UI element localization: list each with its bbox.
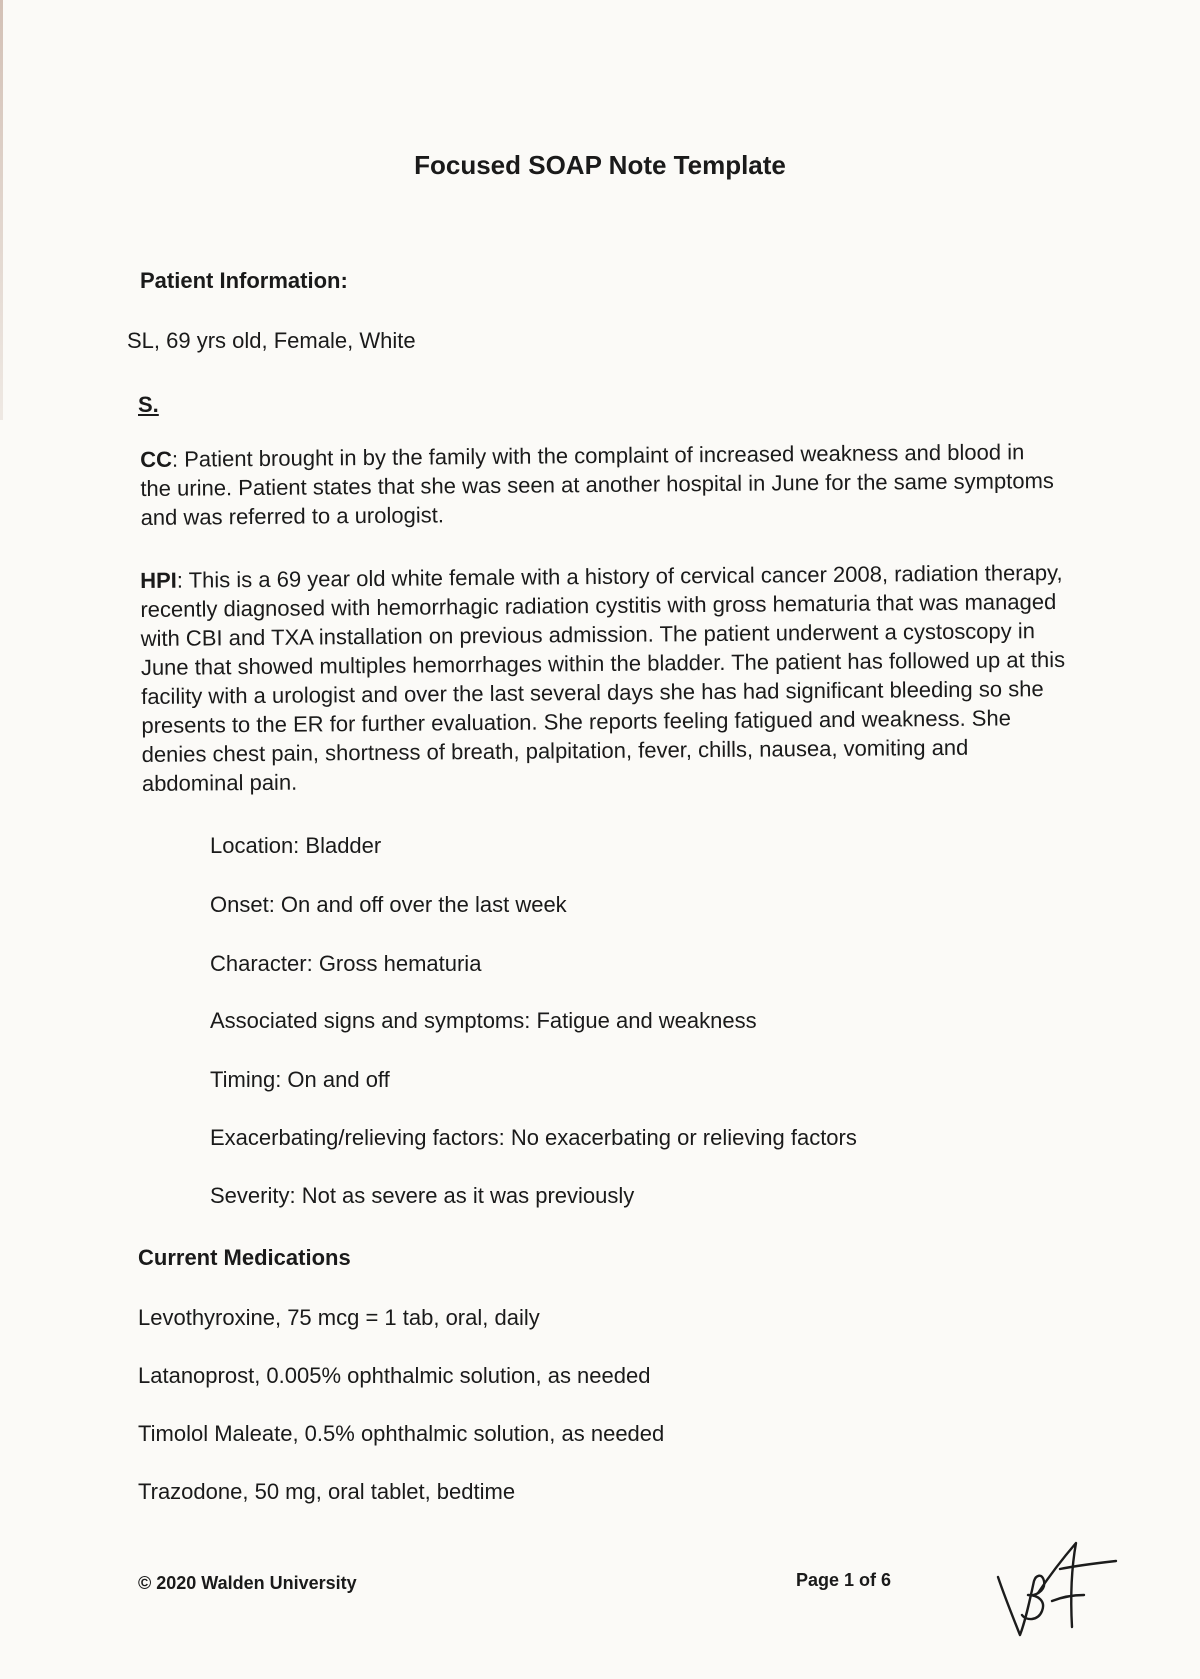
medications-heading: Current Medications xyxy=(138,1245,351,1270)
chief-complaint-paragraph xyxy=(140,437,1061,532)
handwritten-signature xyxy=(990,1535,1120,1645)
patient-info-heading: Patient Information: xyxy=(140,268,348,293)
footer-copyright: © 2020 Walden University xyxy=(138,1573,357,1593)
document-title: Focused SOAP Note Template xyxy=(414,150,786,180)
medication-item: Timolol Maleate, 0.5% ophthalmic solution, as needed xyxy=(138,1421,665,1446)
cc-label: CC xyxy=(140,446,173,472)
detail-associated-symptoms: Associated signs and symptoms: Fatigue and weakness xyxy=(210,1008,757,1033)
hpi-label: HPI xyxy=(140,567,177,593)
scan-edge-shadow xyxy=(0,0,3,420)
medication-item: Latanoprost, 0.005% ophthalmic solution, as needed xyxy=(138,1363,651,1388)
subjective-heading: S. xyxy=(138,392,159,417)
detail-location: Location: Bladder xyxy=(210,833,382,858)
patient-info-text: SL, 69 yrs old, Female, White xyxy=(127,328,416,353)
cc-text: : Patient brought in by the family with the complaint of increased weakness and blood in the urine. Patient states that she was seen at another hospital in June for the same symptoms and was referred to a urologist. xyxy=(140,439,1054,530)
medication-item: Levothyroxine, 75 mcg = 1 tab, oral, daily xyxy=(138,1305,540,1330)
detail-timing: Timing: On and off xyxy=(210,1067,390,1092)
detail-severity: Severity: Not as severe as it was previously xyxy=(210,1183,635,1208)
detail-character: Character: Gross hematuria xyxy=(210,951,482,976)
detail-exacerbating-factors: Exacerbating/relieving factors: No exacerbating or relieving factors xyxy=(210,1125,857,1150)
footer-page-number: Page 1 of 6 xyxy=(796,1570,892,1590)
hpi-text: : This is a 69 year old white female with a history of cervical cancer 2008, radiation therapy, recently diagnosed with hemorrhagic radiation cystitis with gross hematuria that was managed with CBI and TXA installation on previous admission. The patient underwent a cystoscopy in June that showed multiples hemorrhages within the bladder. The patient has followed up at this facility with a urologist and over the last several days she has had significant bleeding so she presents to the ER for further evaluation. She reports feeling fatigued and weakness. She denies chest pain, shortness of breath, palpitation, fever, chills, nausea, vomiting and abdominal pain. xyxy=(140,559,1066,796)
medication-item: Trazodone, 50 mg, oral tablet, bedtime xyxy=(138,1479,516,1504)
detail-onset: Onset: On and off over the last week xyxy=(210,892,567,917)
hpi-paragraph xyxy=(140,558,1072,798)
